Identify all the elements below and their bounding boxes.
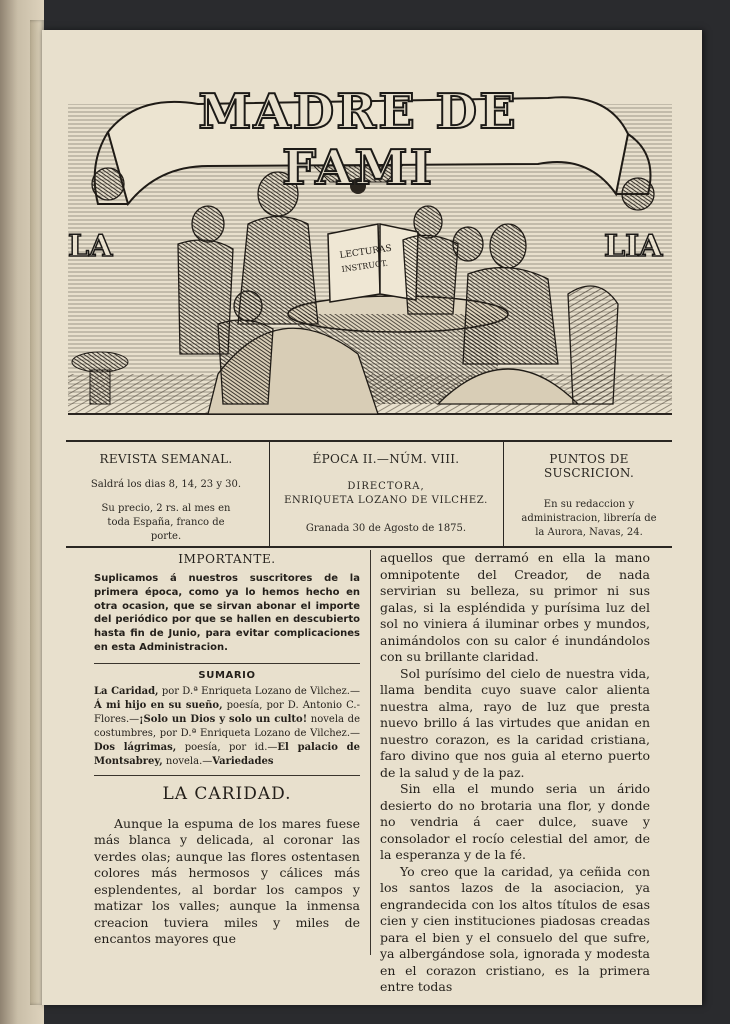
- masthead-left-word: LA: [68, 229, 113, 264]
- info-role: DIRECTORA,: [347, 481, 425, 492]
- info-right: [506, 442, 672, 546]
- svg-text:INSTRUCT.: INSTRUCT.: [341, 258, 389, 274]
- info-right-text: En su redaccion y administracion, librería de la Aurora, Navas, 24.: [521, 499, 657, 538]
- article-paragraph: Aunque la espuma de los mares fuese más blanca y delicada, al coronar las verdes olas; aunque las flores ostentasen colores más hermosos y cálices más esplendentes, al bordar los campos y matizar los valles; aunque la inmensa creacion tuviera miles y miles de encantos mayores que: [94, 815, 360, 947]
- sumario-text: [94, 685, 360, 769]
- sumario-item: Variedades: [212, 755, 274, 767]
- sumario-author: novela de costumbres, por D.ª Enriqueta Lozano de Vilchez.—: [94, 713, 360, 739]
- sumario-item: La Caridad,: [94, 685, 159, 697]
- info-left-price: Su precio, 2 rs. al mes en toda España, franco de porte.: [101, 503, 231, 542]
- article-paragraph: aquellos que derramó en ella la mano omnipotente del Creador, de nada servirian su belleza, su primor ni sus galas, si la espléndida y purísima luz del sol no viniera á iluminar orbes y mundos, animándolos con su calor é inundándolos con su brillante claridad.: [380, 550, 650, 664]
- info-director-name: ENRIQUETA LOZANO DE VILCHEZ.: [284, 495, 488, 506]
- right-column: [380, 544, 650, 996]
- masthead-illustration: [68, 74, 672, 446]
- article-paragraph: Sol purísimo del cielo de nuestra vida, llama bendita cuyo suave calor alienta nuestra alma, rayo de luz que presta nuevo brillo á las virtudes que anidan en nuestro corazon, es la caridad cristiana, faro divino que nos guia al eterno puerto de la salud y de la paz.: [380, 665, 650, 780]
- info-right-heading: PUNTOS DE SUSCRICION.: [543, 452, 635, 480]
- important-heading: IMPORTANTE.: [178, 552, 276, 566]
- article-paragraph: Yo creo que la caridad, ya ceñida con los santos lazos de la asociacion, ya engrandecida con los altos títulos de esas cien y cien instituciones piadosas creadas para el bien y el consuelo del que sufre, ya albergándose sola, ignorada y modesta en el corazon cristiano, es la primera entre todas: [380, 863, 650, 994]
- info-date: Granada 30 de Agosto de 1875.: [305, 523, 467, 534]
- sumario-heading: SUMARIO: [198, 669, 256, 681]
- info-divider-right: [503, 442, 504, 546]
- sumario-item: El palacio de Montsabrey,: [94, 741, 361, 767]
- svg-text:LECTURAS: LECTURAS: [339, 243, 393, 261]
- sumario-author: por D.ª Enriqueta Lozano de Vilchez.—: [158, 685, 360, 697]
- masthead-title: MADRE DE FAMI: [198, 84, 518, 196]
- info-left-heading: REVISTA SEMANAL.: [99, 452, 233, 466]
- info-divider-left: [269, 442, 270, 546]
- sumario-author: poesía, por D. Antonio C.-Flores.—: [94, 699, 360, 725]
- info-center: [272, 442, 500, 546]
- rule-1: [94, 663, 360, 664]
- sumario-item: Dos lágrimas,: [94, 741, 177, 753]
- column-divider: [370, 550, 371, 955]
- sumario-author: novela.—: [162, 755, 213, 767]
- sumario-item: ¡Solo un Dios y solo un culto!: [139, 713, 308, 725]
- important-notice: Suplicamos á nuestros suscritores de la primera época, como ya lo hemos hecho en otra ocasion, que se sirvan abonar el importe del periódico por que se hallen en descubierto hasta fin de Junio, para evitar complicaciones en esta Administracion.: [94, 573, 360, 653]
- left-column: [94, 544, 360, 948]
- info-left: [66, 442, 266, 546]
- info-left-days: Saldrá los dias 8, 14, 23 y 30.: [90, 479, 242, 490]
- rule-2: [94, 775, 360, 776]
- article-paragraph: Sin ella el mundo seria un árido desierto do no brotaria una flor, y donde no vendria á caer dulce, suave y consolador el rocío celestial del amor, de la esperanza y de la fé.: [380, 781, 650, 862]
- sumario-item: Á mi hijo en su sueño,: [94, 699, 223, 711]
- sumario-author: poesía, por id.—: [176, 741, 278, 753]
- masthead-right-word: LIA: [604, 229, 663, 264]
- article-heading: LA CARIDAD.: [162, 783, 292, 804]
- issue-info-box: [66, 440, 672, 548]
- newspaper-page: [42, 30, 702, 1005]
- info-epoch: ÉPOCA II.—NÚM. VIII.: [312, 452, 460, 466]
